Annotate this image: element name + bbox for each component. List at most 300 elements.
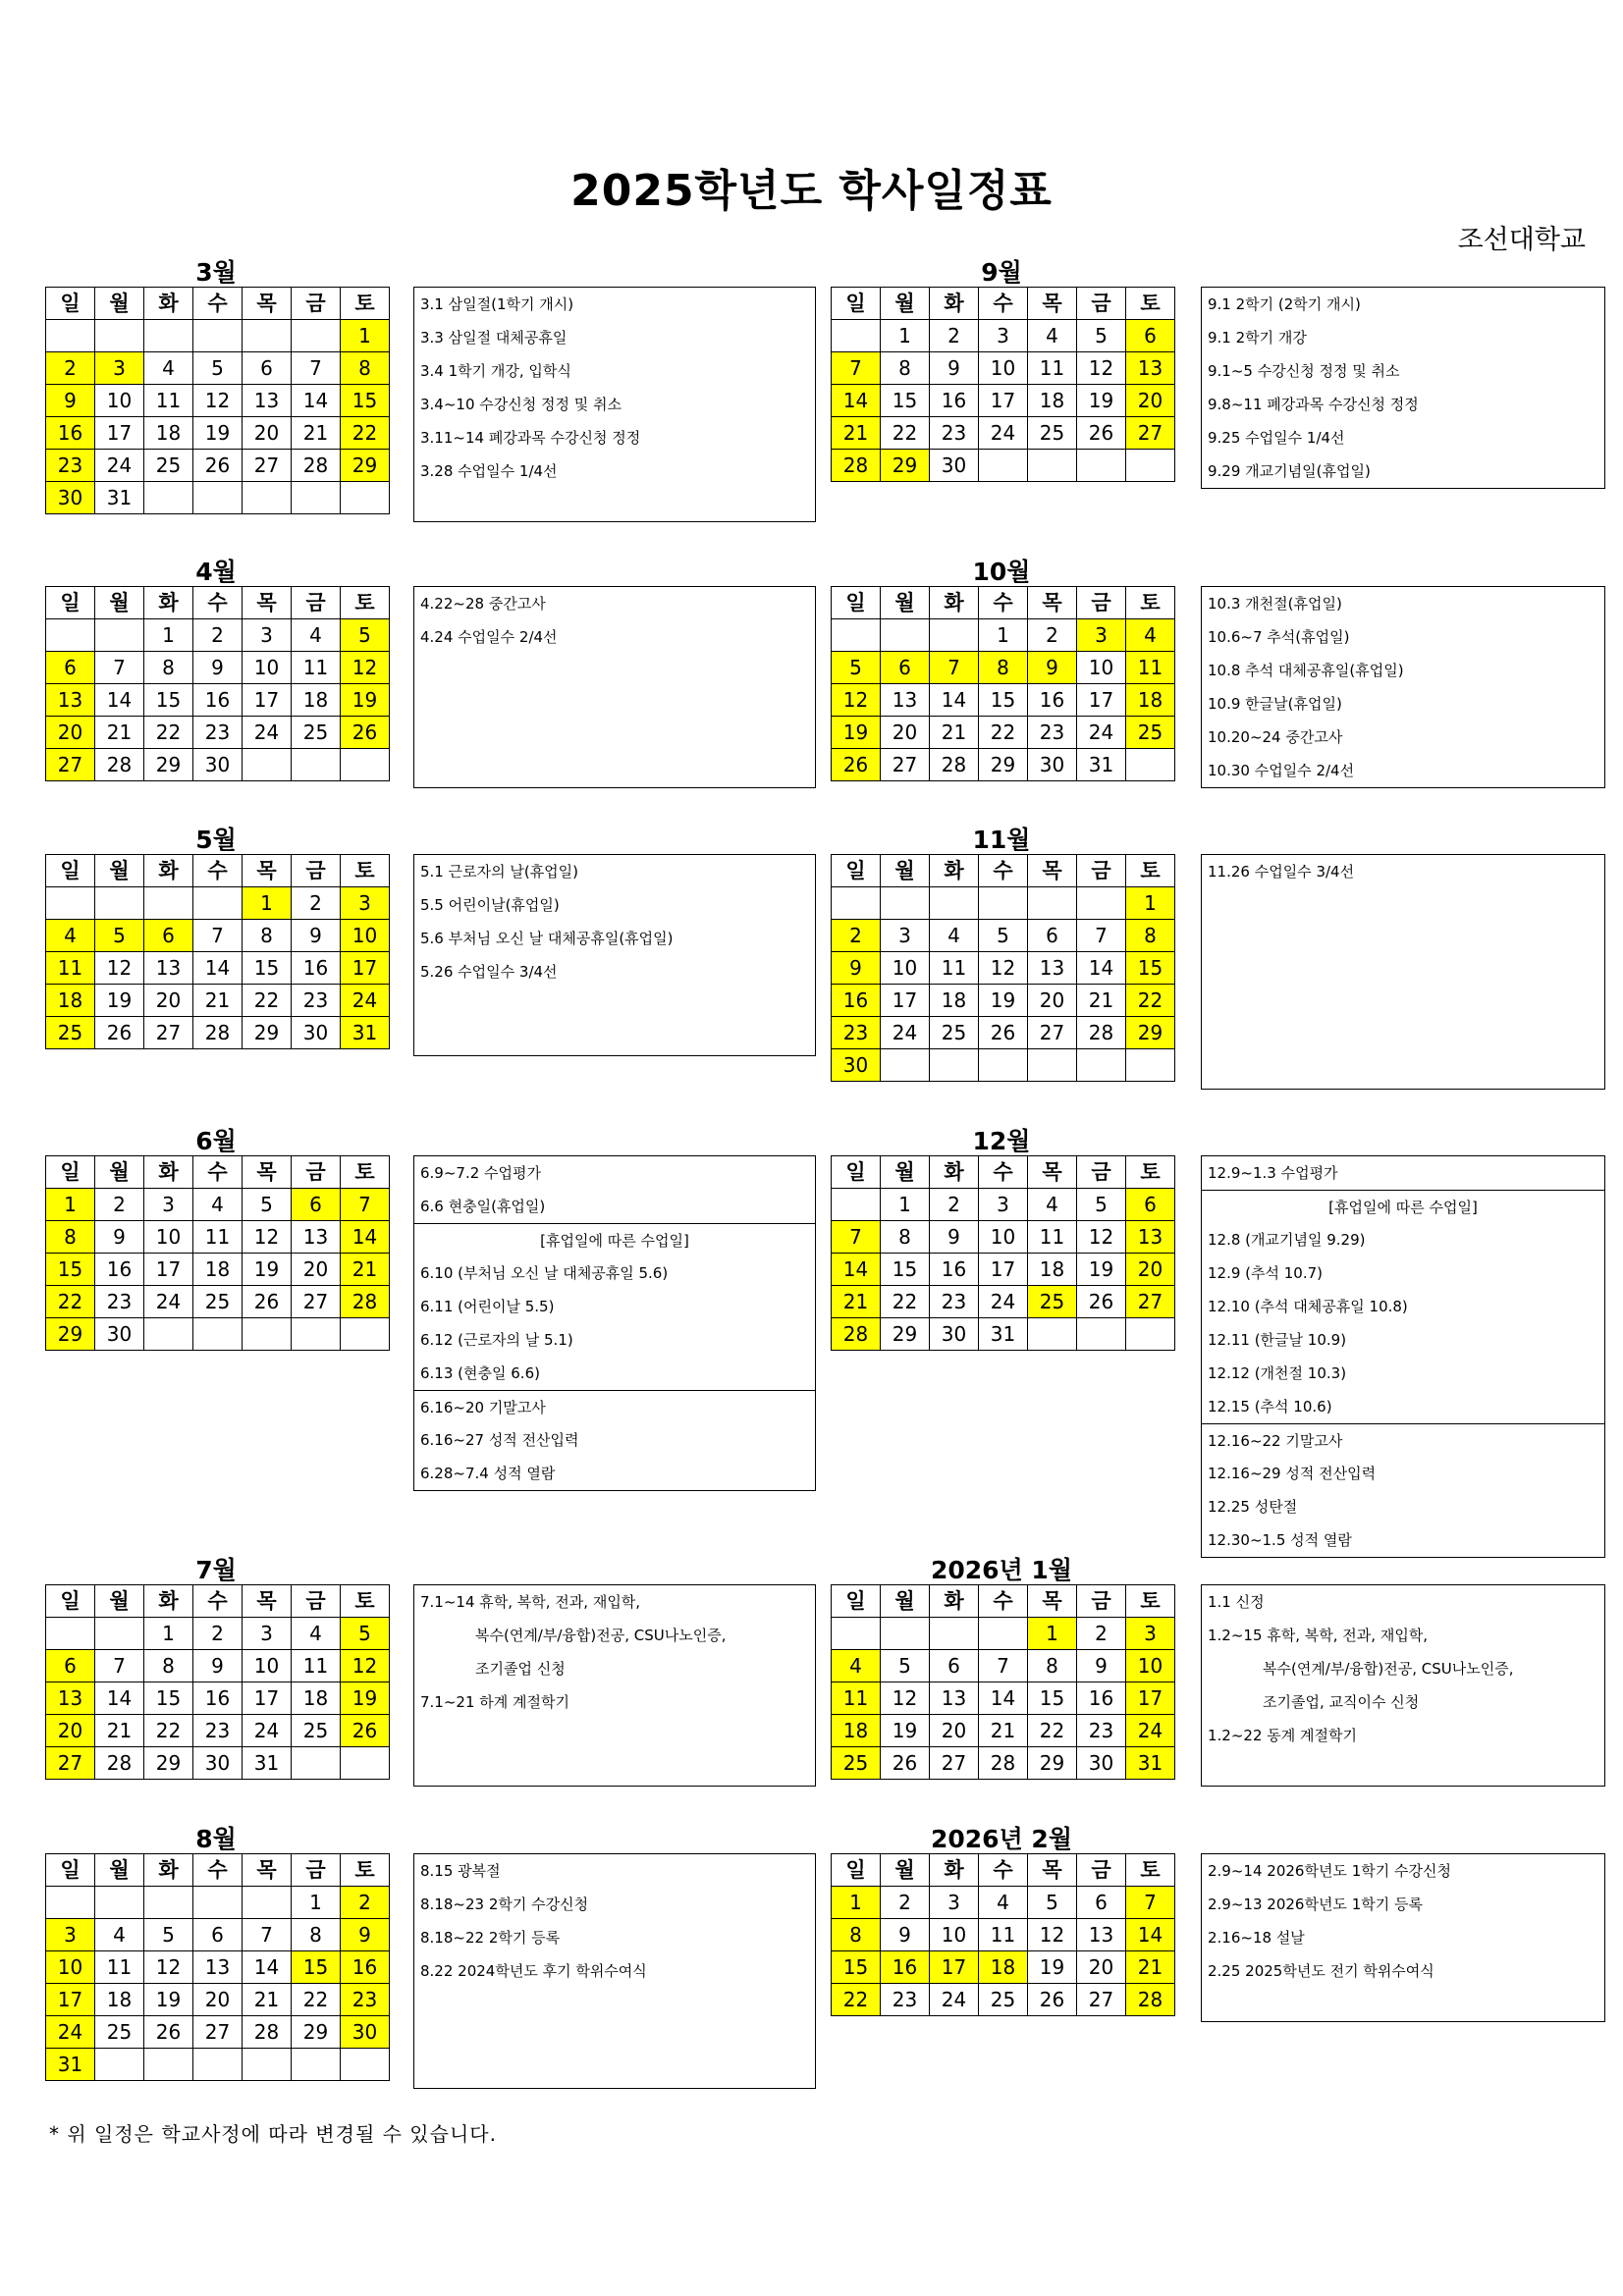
day-cell: 12: [144, 1951, 193, 1984]
day-cell: 22: [881, 1286, 930, 1318]
day-cell: 18: [1028, 385, 1077, 417]
weekday-label: 금: [292, 288, 341, 320]
day-cell: 27: [1077, 1984, 1126, 2016]
schedule-note: 4.22~28 중간고사: [420, 595, 546, 613]
day-cell: 3: [341, 887, 390, 920]
day-cell: 30: [1077, 1747, 1126, 1780]
day-cell: 28: [979, 1747, 1028, 1780]
day-cell: 19: [832, 717, 881, 749]
week-row: [46, 1618, 390, 1650]
weekday-label: 토: [341, 1156, 390, 1189]
weekday-label: 일: [832, 1854, 881, 1887]
day-cell: [1028, 887, 1077, 920]
week-row: [46, 1887, 390, 1919]
week-row: [832, 684, 1175, 717]
schedule-notes: [1201, 1584, 1605, 1787]
day-cell: 26: [193, 450, 243, 482]
weekday-header: [46, 855, 390, 887]
day-cell: 1: [341, 320, 390, 352]
day-cell: 5: [979, 920, 1028, 952]
day-cell: 15: [46, 1254, 95, 1286]
schedule-note: 8.15 광복절: [420, 1862, 501, 1880]
schedule-note: 6.6 현충일(휴업일): [420, 1198, 546, 1215]
day-cell: [193, 887, 243, 920]
day-cell: 5: [193, 352, 243, 385]
day-cell: 17: [1126, 1682, 1175, 1715]
day-cell: 11: [144, 385, 193, 417]
day-cell: [292, 320, 341, 352]
weekday-label: 수: [979, 1585, 1028, 1618]
day-cell: 13: [1126, 352, 1175, 385]
day-cell: 5: [341, 1618, 390, 1650]
day-cell: 31: [979, 1318, 1028, 1351]
day-cell: [243, 1887, 292, 1919]
day-cell: 29: [341, 450, 390, 482]
month-calendar: [831, 586, 1175, 781]
day-cell: 24: [1126, 1715, 1175, 1747]
day-cell: 1: [1028, 1618, 1077, 1650]
day-cell: [243, 749, 292, 781]
weekday-label: 금: [292, 855, 341, 887]
day-cell: 7: [979, 1650, 1028, 1682]
day-cell: 17: [95, 417, 144, 450]
week-row: [46, 619, 390, 652]
schedule-note: 5.26 수업일수 3/4선: [420, 963, 558, 981]
day-cell: 11: [292, 1650, 341, 1682]
day-cell: 16: [193, 1682, 243, 1715]
day-cell: 9: [930, 1221, 979, 1254]
month-title: 12월: [972, 1127, 1031, 1155]
day-cell: [1126, 1318, 1175, 1351]
schedule-note: 2.16~18 설날: [1208, 1929, 1305, 1947]
day-cell: 23: [193, 1715, 243, 1747]
day-cell: 1: [881, 1189, 930, 1221]
week-row: [46, 1221, 390, 1254]
day-cell: 22: [144, 717, 193, 749]
day-cell: 24: [243, 717, 292, 749]
weekday-label: 화: [144, 1585, 193, 1618]
day-cell: 1: [979, 619, 1028, 652]
day-cell: 4: [1028, 320, 1077, 352]
day-cell: 15: [243, 952, 292, 985]
day-cell: 30: [193, 749, 243, 781]
week-row: [832, 1049, 1175, 1082]
day-cell: 10: [930, 1919, 979, 1951]
week-row: [46, 1189, 390, 1221]
weekday-label: 월: [95, 1585, 144, 1618]
day-cell: 16: [832, 985, 881, 1017]
week-row: [46, 482, 390, 514]
day-cell: 7: [243, 1919, 292, 1951]
week-row: [832, 1715, 1175, 1747]
day-cell: 30: [193, 1747, 243, 1780]
week-row: [46, 920, 390, 952]
schedule-note: 12.16~29 성적 전산입력: [1208, 1465, 1377, 1482]
week-row: [46, 1017, 390, 1049]
weekday-label: 월: [881, 288, 930, 320]
week-row: [46, 749, 390, 781]
day-cell: 6: [144, 920, 193, 952]
day-cell: [144, 2049, 193, 2081]
day-cell: 28: [1077, 1017, 1126, 1049]
day-cell: 25: [1028, 417, 1077, 450]
day-cell: 24: [979, 417, 1028, 450]
day-cell: 1: [243, 887, 292, 920]
weekday-label: 수: [979, 855, 1028, 887]
day-cell: 14: [292, 385, 341, 417]
day-cell: 2: [193, 1618, 243, 1650]
schedule-notes: [413, 586, 816, 788]
weekday-label: 토: [341, 1585, 390, 1618]
day-cell: [144, 887, 193, 920]
day-cell: 3: [95, 352, 144, 385]
week-row: [46, 450, 390, 482]
day-cell: [292, 1747, 341, 1780]
day-cell: 8: [292, 1919, 341, 1951]
schedule-note: 9.1~5 수강신청 정정 및 취소: [1208, 362, 1400, 380]
schedule-notes: [1201, 287, 1605, 489]
schedule-notes: [1201, 586, 1605, 788]
day-cell: [1077, 887, 1126, 920]
day-cell: 29: [979, 749, 1028, 781]
day-cell: 30: [832, 1049, 881, 1082]
day-cell: 27: [1028, 1017, 1077, 1049]
day-cell: 13: [46, 684, 95, 717]
week-row: [46, 1254, 390, 1286]
day-cell: 14: [930, 684, 979, 717]
day-cell: [193, 320, 243, 352]
schedule-note: 6.16~27 성적 전산입력: [420, 1431, 579, 1449]
schedule-note: 5.6 부처님 오신 날 대체공휴일(휴업일): [420, 930, 674, 947]
day-cell: 13: [193, 1951, 243, 1984]
weekday-label: 토: [341, 288, 390, 320]
day-cell: 23: [95, 1286, 144, 1318]
day-cell: 8: [881, 1221, 930, 1254]
schedule-note: 9.29 개교기념일(휴업일): [1208, 462, 1371, 480]
day-cell: 18: [292, 1682, 341, 1715]
day-cell: 16: [881, 1951, 930, 1984]
day-cell: 12: [95, 952, 144, 985]
day-cell: 22: [881, 417, 930, 450]
day-cell: 19: [95, 985, 144, 1017]
schedule-note: 6.12 (근로자의 날 5.1): [420, 1331, 573, 1349]
weekday-label: 수: [193, 1585, 243, 1618]
day-cell: 4: [292, 619, 341, 652]
weekday-label: 토: [1126, 1585, 1175, 1618]
day-cell: 23: [881, 1984, 930, 2016]
day-cell: 10: [341, 920, 390, 952]
day-cell: 18: [1028, 1254, 1077, 1286]
day-cell: 4: [46, 920, 95, 952]
day-cell: 31: [341, 1017, 390, 1049]
schedule-note: 5.1 근로자의 날(휴업일): [420, 863, 579, 881]
day-cell: 19: [341, 684, 390, 717]
week-row: [832, 1984, 1175, 2016]
day-cell: 6: [193, 1919, 243, 1951]
weekday-label: 목: [243, 288, 292, 320]
day-cell: 22: [292, 1984, 341, 2016]
day-cell: 20: [46, 717, 95, 749]
day-cell: 13: [1028, 952, 1077, 985]
month-calendar: [45, 1584, 390, 1780]
day-cell: 1: [46, 1189, 95, 1221]
day-cell: [832, 619, 881, 652]
day-cell: 9: [193, 1650, 243, 1682]
weekday-label: 토: [1126, 855, 1175, 887]
day-cell: 2: [292, 887, 341, 920]
day-cell: 12: [193, 385, 243, 417]
day-cell: 2: [341, 1887, 390, 1919]
weekday-label: 수: [979, 587, 1028, 619]
weekday-header: [46, 587, 390, 619]
weekday-label: 수: [193, 1156, 243, 1189]
day-cell: 22: [832, 1984, 881, 2016]
schedule-note: 12.9~1.3 수업평가: [1208, 1164, 1338, 1182]
weekday-label: 토: [341, 855, 390, 887]
day-cell: 25: [832, 1747, 881, 1780]
day-cell: 10: [1126, 1650, 1175, 1682]
day-cell: 4: [1028, 1189, 1077, 1221]
week-row: [46, 2016, 390, 2049]
day-cell: 14: [979, 1682, 1028, 1715]
weekday-label: 금: [292, 1854, 341, 1887]
schedule-note: 11.26 수업일수 3/4선: [1208, 863, 1355, 881]
day-cell: [193, 482, 243, 514]
day-cell: 15: [144, 684, 193, 717]
month-title: 2026년 2월: [931, 1825, 1072, 1853]
day-cell: [144, 1887, 193, 1919]
day-cell: 12: [243, 1221, 292, 1254]
day-cell: 26: [1028, 1984, 1077, 2016]
day-cell: [243, 482, 292, 514]
weekday-header: [46, 1854, 390, 1887]
week-row: [46, 952, 390, 985]
weekday-label: 금: [1077, 587, 1126, 619]
day-cell: 1: [1126, 887, 1175, 920]
day-cell: 27: [46, 749, 95, 781]
day-cell: 21: [832, 417, 881, 450]
weekday-label: 일: [832, 288, 881, 320]
weekday-label: 목: [1028, 288, 1077, 320]
week-row: [46, 1715, 390, 1747]
weekday-label: 화: [930, 1156, 979, 1189]
day-cell: 1: [292, 1887, 341, 1919]
day-cell: 26: [1077, 417, 1126, 450]
day-cell: 25: [979, 1984, 1028, 2016]
day-cell: 27: [193, 2016, 243, 2049]
day-cell: 15: [341, 385, 390, 417]
month-title: 6월: [195, 1127, 237, 1155]
week-row: [46, 652, 390, 684]
week-row: [832, 1919, 1175, 1951]
day-cell: 28: [832, 450, 881, 482]
day-cell: [1028, 1049, 1077, 1082]
day-cell: 26: [144, 2016, 193, 2049]
weekday-label: 월: [881, 587, 930, 619]
day-cell: [46, 320, 95, 352]
week-row: [46, 352, 390, 385]
day-cell: 18: [193, 1254, 243, 1286]
day-cell: 22: [144, 1715, 193, 1747]
day-cell: 8: [341, 352, 390, 385]
day-cell: 9: [881, 1919, 930, 1951]
week-row: [46, 887, 390, 920]
day-cell: [292, 749, 341, 781]
day-cell: 15: [144, 1682, 193, 1715]
day-cell: 20: [1126, 1254, 1175, 1286]
day-cell: 23: [930, 417, 979, 450]
day-cell: 4: [292, 1618, 341, 1650]
day-cell: 24: [46, 2016, 95, 2049]
day-cell: 15: [1028, 1682, 1077, 1715]
day-cell: 13: [930, 1682, 979, 1715]
schedule-note: 10.9 한글날(휴업일): [1208, 695, 1342, 713]
schedule-note: 2.9~13 2026학년도 1학기 등록: [1208, 1896, 1423, 1913]
weekday-label: 월: [95, 855, 144, 887]
day-cell: 21: [832, 1286, 881, 1318]
day-cell: 10: [979, 352, 1028, 385]
day-cell: 9: [1077, 1650, 1126, 1682]
day-cell: 16: [46, 417, 95, 450]
day-cell: 18: [95, 1984, 144, 2016]
day-cell: 5: [1077, 1189, 1126, 1221]
day-cell: 19: [1077, 385, 1126, 417]
day-cell: 7: [832, 352, 881, 385]
day-cell: 8: [832, 1919, 881, 1951]
day-cell: 23: [341, 1984, 390, 2016]
weekday-label: 월: [881, 1156, 930, 1189]
day-cell: 11: [292, 652, 341, 684]
day-cell: 2: [1028, 619, 1077, 652]
day-cell: 27: [243, 450, 292, 482]
day-cell: 20: [930, 1715, 979, 1747]
day-cell: 18: [144, 417, 193, 450]
weekday-label: 목: [1028, 1156, 1077, 1189]
day-cell: 14: [832, 385, 881, 417]
day-cell: [46, 1887, 95, 1919]
day-cell: 10: [243, 652, 292, 684]
day-cell: 17: [979, 385, 1028, 417]
day-cell: 7: [95, 652, 144, 684]
day-cell: 25: [930, 1017, 979, 1049]
day-cell: 20: [243, 417, 292, 450]
day-cell: 14: [243, 1951, 292, 1984]
day-cell: 4: [95, 1919, 144, 1951]
day-cell: [243, 2049, 292, 2081]
day-cell: 19: [243, 1254, 292, 1286]
day-cell: 30: [95, 1318, 144, 1351]
weekday-label: 금: [1077, 1854, 1126, 1887]
day-cell: 20: [292, 1254, 341, 1286]
day-cell: 22: [1126, 985, 1175, 1017]
day-cell: 20: [144, 985, 193, 1017]
weekday-header: [832, 587, 1175, 619]
day-cell: 17: [930, 1951, 979, 1984]
weekday-label: 수: [193, 1854, 243, 1887]
day-cell: [341, 1747, 390, 1780]
weekday-label: 월: [881, 1585, 930, 1618]
weekday-header: [832, 1585, 1175, 1618]
day-cell: 11: [1126, 652, 1175, 684]
month-calendar: [45, 1155, 390, 1351]
schedule-notes: [413, 1853, 816, 2089]
day-cell: 26: [341, 717, 390, 749]
day-cell: 11: [1028, 352, 1077, 385]
day-cell: 9: [1028, 652, 1077, 684]
weekday-label: 일: [832, 1156, 881, 1189]
day-cell: [881, 887, 930, 920]
weekday-header: [46, 1585, 390, 1618]
day-cell: 23: [930, 1286, 979, 1318]
day-cell: 22: [243, 985, 292, 1017]
schedule-note: 조기졸업 신청: [475, 1660, 566, 1678]
day-cell: [930, 619, 979, 652]
day-cell: 9: [193, 652, 243, 684]
day-cell: 29: [144, 749, 193, 781]
week-row: [46, 320, 390, 352]
month-title: 4월: [195, 558, 237, 586]
day-cell: 2: [95, 1189, 144, 1221]
day-cell: 28: [243, 2016, 292, 2049]
month-title: 7월: [195, 1556, 237, 1584]
weekday-label: 수: [979, 288, 1028, 320]
day-cell: 20: [1077, 1951, 1126, 1984]
day-cell: 5: [832, 652, 881, 684]
week-row: [832, 887, 1175, 920]
day-cell: 16: [930, 385, 979, 417]
schedule-notes: [413, 1155, 816, 1491]
weekday-label: 일: [46, 855, 95, 887]
week-row: [832, 1747, 1175, 1780]
day-cell: 17: [243, 1682, 292, 1715]
day-cell: 6: [1126, 320, 1175, 352]
day-cell: 29: [243, 1017, 292, 1049]
day-cell: [1126, 450, 1175, 482]
weekday-label: 화: [930, 1585, 979, 1618]
day-cell: [881, 1049, 930, 1082]
weekday-label: 금: [292, 1156, 341, 1189]
schedule-notes: [1201, 1155, 1605, 1558]
schedule-note: 조기졸업, 교직이수 신청: [1263, 1693, 1420, 1711]
week-row: [46, 1951, 390, 1984]
weekday-label: 월: [95, 1854, 144, 1887]
day-cell: [193, 1318, 243, 1351]
day-cell: 17: [144, 1254, 193, 1286]
month-calendar: [45, 854, 390, 1049]
day-cell: 5: [1028, 1887, 1077, 1919]
weekday-label: 금: [1077, 1585, 1126, 1618]
schedule-note: 9.1 2학기 (2학기 개시): [1208, 295, 1361, 313]
day-cell: 2: [881, 1887, 930, 1919]
weekday-label: 목: [1028, 587, 1077, 619]
day-cell: [95, 887, 144, 920]
weekday-label: 목: [243, 587, 292, 619]
week-row: [832, 417, 1175, 450]
day-cell: 5: [95, 920, 144, 952]
day-cell: 3: [46, 1919, 95, 1951]
week-row: [46, 1650, 390, 1682]
day-cell: 3: [243, 1618, 292, 1650]
day-cell: [1077, 1049, 1126, 1082]
day-cell: 27: [46, 1747, 95, 1780]
day-cell: [979, 1049, 1028, 1082]
weekday-label: 화: [930, 1854, 979, 1887]
week-row: [46, 1984, 390, 2016]
day-cell: 12: [881, 1682, 930, 1715]
weekday-label: 화: [930, 855, 979, 887]
weekday-label: 토: [1126, 1854, 1175, 1887]
day-cell: 7: [292, 352, 341, 385]
